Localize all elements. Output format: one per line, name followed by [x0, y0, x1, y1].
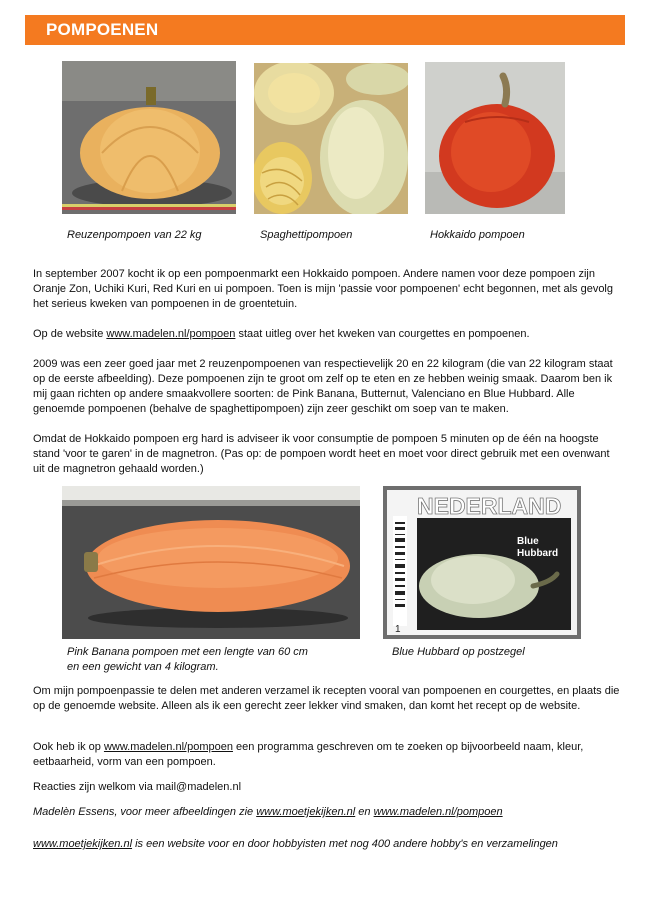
page-header: [25, 15, 625, 45]
year-2009-paragraph: 2009 was een zeer goed jaar met 2 reuzenpompoenen van respectievelijk 20 en 22 kilogram (die van 22 kilogram staat op de eerste afbeelding). Deze pompoenen zijn te groot om zelf op te eten en ze hebben weinig smaak. Daarom ben ik mij gaan richten op andere smaakvollere soorten: de Pink Banana, Butternut, Valenciano en Blue Hubbard. Alle genoemde pompoenen (behalve de spaghettipompoen) zijn zeer geschikt om soep van te maken.: [33, 358, 613, 415]
website-text-after: staat uitleg over het kweken van courgettes en pompoenen.: [235, 328, 530, 340]
hobby-site-text-after: is een website voor en door hobbyisten met nog 400 andere hobby's en verzamelingen: [132, 838, 558, 850]
recipes-paragraph: Om mijn pompoenpassie te delen met anderen verzamel ik recepten vooral van pompoenen en courgettes, en plaats die op de genoemde website. Alleen als ik een gerecht zeer lekker vind smaken, dan komt het recept op de website.: [33, 685, 620, 712]
caption-pink-banana: [67, 645, 308, 675]
stamp-label-line1: Blue: [517, 536, 539, 547]
caption-pink-banana-line1: Pink Banana pompoen met een lengte van 60 cm: [67, 646, 308, 658]
page-title: POMPOENEN: [46, 20, 159, 39]
author-text-mid: en: [355, 806, 374, 818]
hobby-site-paragraph: [33, 837, 623, 852]
moetjekijken-link[interactable]: www.moetjekijken.nl: [256, 806, 356, 818]
stamp-country-text: NEDERLAND: [417, 493, 562, 519]
website-text-before: Op de website: [33, 328, 107, 340]
stamp-label-line2: Hubbard: [517, 548, 559, 559]
contact-paragraph: Reacties zijn welkom via mail@madelen.nl: [33, 781, 242, 793]
spaghettipompoen-photo: [254, 63, 408, 214]
moetjekijken-link-2[interactable]: www.moetjekijken.nl: [33, 838, 133, 850]
search-text-after: een programma geschreven om te zoeken op bijvoorbeeld naam, kleur, eetbaarheid, vorm van een pompoen.: [33, 741, 584, 768]
website-paragraph: [33, 327, 623, 342]
madelen-pompoen-link-3[interactable]: www.madelen.nl/pompoen: [373, 806, 503, 818]
search-text-before: Ook heb ik op: [33, 741, 104, 753]
author-paragraph: [33, 805, 623, 820]
caption-blue-hubbard: Blue Hubbard op postzegel: [392, 646, 525, 658]
author-text-before: Madelèn Essens, voor meer afbeeldingen zie: [33, 806, 257, 818]
reuzenpompoen-photo: [62, 61, 236, 214]
magnetron-paragraph: Omdat de Hokkaido pompoen erg hard is adviseer ik voor consumptie de pompoen 5 minuten op de één na hoogste stand 'voor te garen' in de magnetron. (Pas op: de pompoen wordt heet en moet voor direct gebruik met een ovenwant uit de magnetron gehaald worden.): [33, 433, 610, 475]
stamp-value: 1: [395, 624, 401, 635]
hokkaido-photo: [425, 62, 565, 214]
blue-hubbard-stamp: [383, 486, 581, 639]
madelen-pompoen-link-2[interactable]: www.madelen.nl/pompoen: [103, 741, 233, 753]
caption-spaghettipompoen: Spaghettipompoen: [260, 229, 353, 241]
intro-paragraph: In september 2007 kocht ik op een pompoenmarkt een Hokkaido pompoen. Andere namen voor deze pompoen zijn Oranje Zon, Uchiki Kuri, Red Kuri en ui pompoen. Toen is mijn 'passie voor pompoenen' echt begonnen, met als gevolg het serieus kweken van pompoenen in de groentetuin.: [33, 268, 613, 310]
caption-hokkaido: Hokkaido pompoen: [430, 229, 525, 241]
pink-banana-photo: [62, 486, 360, 639]
caption-pink-banana-line2: en een gewicht van 4 kilogram.: [67, 661, 219, 673]
caption-reuzenpompoen: Reuzenpompoen van 22 kg: [67, 229, 202, 241]
madelen-pompoen-link[interactable]: www.madelen.nl/pompoen: [106, 328, 236, 340]
search-program-paragraph: [33, 740, 623, 770]
